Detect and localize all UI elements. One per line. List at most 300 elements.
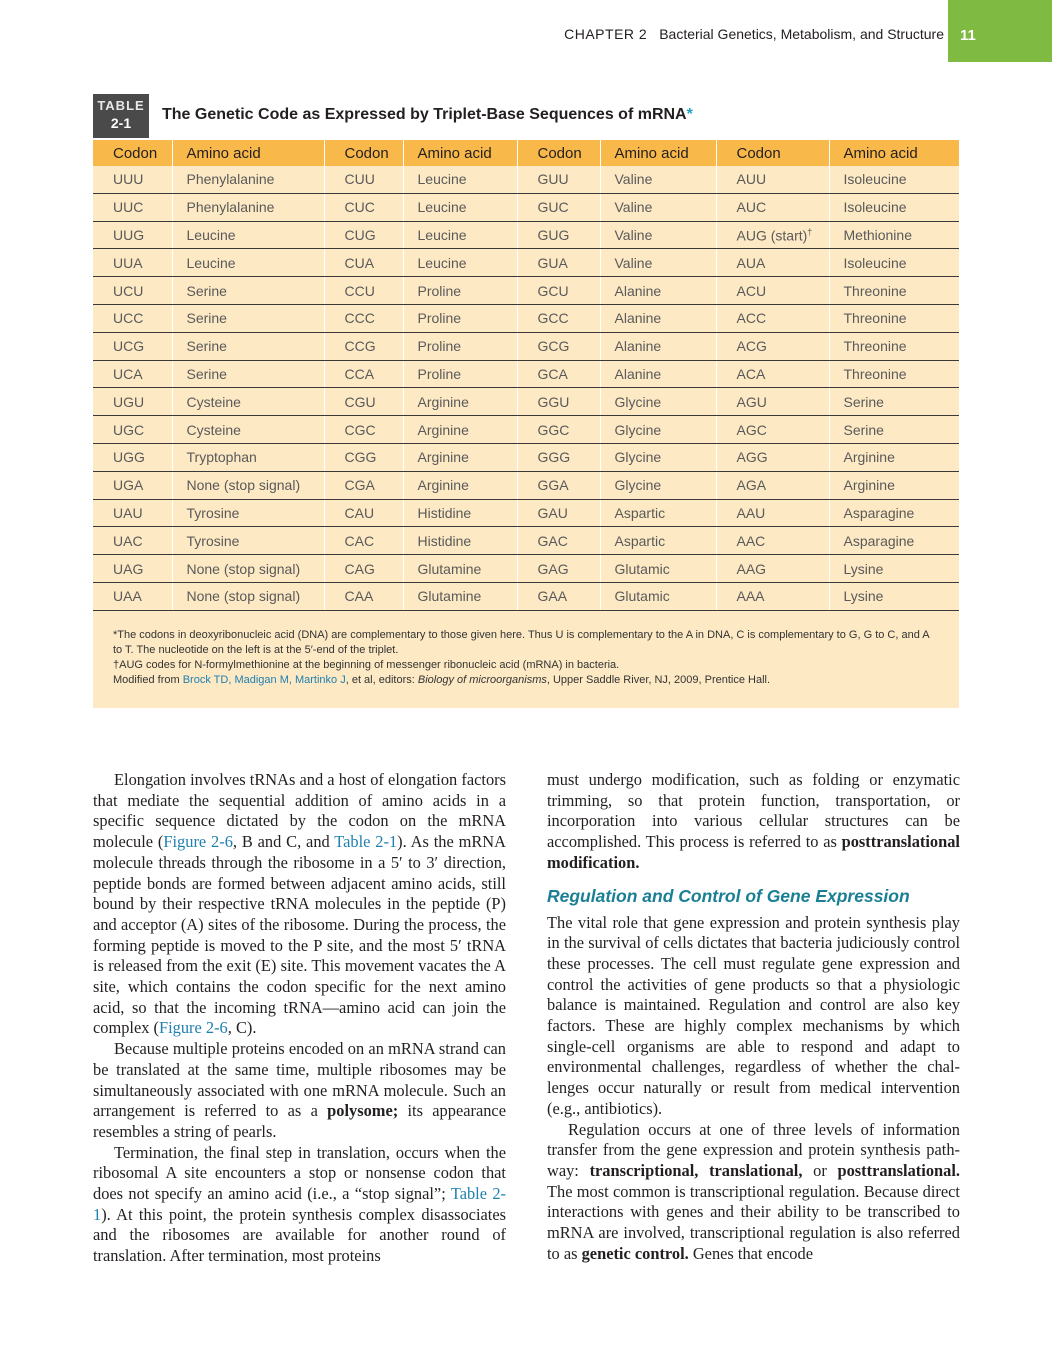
cell-text: Valine [614, 171, 653, 188]
amino-acid-cell [403, 193, 517, 221]
cell-text: Glycine [614, 449, 662, 466]
cell-text: Valine [614, 254, 653, 271]
cell-text: Glycine [614, 477, 662, 494]
cell-text: Serine [843, 421, 884, 438]
table-row [93, 277, 959, 305]
amino-acid-cell [600, 555, 716, 583]
cell-text: GAC [537, 532, 568, 549]
cell-text: GUG [537, 226, 570, 243]
cell-text: Proline [417, 310, 462, 327]
amino-acid-cell [403, 527, 517, 555]
amino-acid-cell [172, 499, 324, 527]
cell-text: Glutamic [614, 588, 670, 605]
amino-acid-cell [600, 166, 716, 193]
cell-text: CGC [344, 421, 376, 438]
cell-text: Histidine [417, 504, 472, 521]
cell-text: Threonine [843, 338, 907, 355]
amino-acid-cell [403, 304, 517, 332]
amino-acid-cell [172, 582, 324, 610]
table-row [93, 304, 959, 332]
term-genetic-control: genetic control. [581, 1243, 689, 1263]
cell-text: Threonine [843, 310, 907, 327]
cell-text: UCU [113, 282, 144, 299]
text-run: ). At this point, the protein synthesis complex disassociates and the ribosomes are available for another round of translation. After termination, most proteins [93, 1204, 506, 1266]
codon-cell [324, 166, 403, 193]
codon-cell [93, 166, 172, 193]
cell-text: UUA [113, 254, 143, 271]
codon-cell [716, 471, 829, 499]
amino-acid-cell [403, 249, 517, 277]
cell-text: Asparagine [843, 532, 915, 549]
cell-text: None (stop signal) [186, 588, 301, 605]
codon-cell [93, 499, 172, 527]
cell-text: None (stop signal) [186, 560, 301, 577]
cell-text: UUU [113, 171, 144, 188]
cell-text: AAG [736, 560, 767, 577]
cell-text: Proline [417, 282, 462, 299]
codon-cell [324, 277, 403, 305]
cell-text: Aspartic [614, 504, 666, 521]
cell-text: UUC [113, 199, 144, 216]
chapter-heading [564, 26, 944, 42]
amino-acid-cell [829, 582, 959, 610]
codon-cell [716, 304, 829, 332]
term-polysome: polysome; [327, 1101, 399, 1121]
codon-cell [93, 249, 172, 277]
cell-text: AAC [736, 532, 766, 549]
text-run: must undergo modification, such as folding or enzymatic trimming, so that protein function, transportation, or incorporation into various cellular structures can be accomplished. This process is referred to as [547, 770, 960, 852]
cell-text: CCC [344, 310, 375, 327]
amino-acid-cell [403, 388, 517, 416]
cell-text: AGC [736, 421, 767, 438]
table-row [93, 249, 959, 277]
cell-text: UAU [113, 504, 143, 521]
amino-acid-cell [172, 527, 324, 555]
cell-text: Cysteine [186, 393, 241, 410]
cell-text: Threonine [843, 282, 907, 299]
amino-acid-cell [172, 416, 324, 444]
table-link[interactable]: Table 2-1 [334, 832, 398, 852]
codon-cell [517, 332, 600, 360]
amino-acid-cell [172, 360, 324, 388]
amino-acid-cell [172, 332, 324, 360]
amino-acid-cell [829, 360, 959, 388]
cell-text: Methionine [843, 226, 912, 243]
table-row [93, 471, 959, 499]
cell-text: CAU [344, 504, 375, 521]
amino-acid-cell [829, 249, 959, 277]
codon-cell [517, 471, 600, 499]
cell-text: AGG [736, 449, 768, 466]
codon-cell [517, 388, 600, 416]
cell-text: Cysteine [186, 421, 241, 438]
cell-text: Arginine [417, 421, 469, 438]
cell-text: UAA [113, 588, 142, 605]
amino-acid-cell [600, 221, 716, 249]
paragraph-polysome [93, 1039, 506, 1143]
codon-cell [93, 443, 172, 471]
cell-text: UCA [113, 365, 143, 382]
cell-text: Alanine [614, 310, 662, 327]
amino-acid-cell [829, 304, 959, 332]
amino-acid-cell [600, 277, 716, 305]
cell-text: UUG [113, 226, 145, 243]
codon-cell [93, 527, 172, 555]
cell-text: Tryptophan [186, 449, 257, 466]
text-run: , C). [227, 1018, 257, 1038]
amino-acid-cell [172, 388, 324, 416]
codon-cell [517, 416, 600, 444]
cell-text: GGU [537, 393, 570, 410]
cell-text: Serine [186, 282, 227, 299]
amino-acid-cell [600, 527, 716, 555]
cell-text: Histidine [417, 532, 472, 549]
cell-text: CCA [344, 365, 375, 382]
text-run: Elongation involves tRNAs and a host of elongation factors that mediate the sequential addition of amino acids in a specific sequence dictated by the codon on the mRNA molecule ( [93, 770, 506, 852]
codon-cell [324, 332, 403, 360]
text-run: , B and C, and [232, 832, 335, 852]
amino-acid-cell [403, 166, 517, 193]
codon-cell [517, 360, 600, 388]
cell-text: Tyrosine [186, 532, 240, 549]
codon-cell [716, 527, 829, 555]
codon-cell [716, 332, 829, 360]
amino-acid-cell [172, 443, 324, 471]
codon-cell [93, 193, 172, 221]
cell-text: GCG [537, 338, 570, 355]
codon-cell [324, 193, 403, 221]
amino-acid-cell [403, 499, 517, 527]
codon-cell [93, 388, 172, 416]
cell-text: Tyrosine [186, 504, 240, 521]
codon-cell [716, 360, 829, 388]
codon-cell [716, 555, 829, 583]
codon-cell [716, 499, 829, 527]
cell-text: Glycine [614, 393, 662, 410]
amino-acid-cell [829, 166, 959, 193]
amino-acid-cell [403, 221, 517, 249]
header-codon: Codon [517, 140, 600, 166]
paragraph-regulation-intro: The vital role that gene expression and protein synthesis play in the survival of cells dictates that bacteria judiciously control these processes. The cell must regulate gene expression and control the activities of gene products so that a physiologic balance is maintained. Regulation and control are also key factors. These are highly complex mechanisms by which single-cell organisms are able to respond and adapt to environmental challenges, regardless of whether the challenges occur naturally or result from medical intervention (e.g., antibiotics). [547, 912, 960, 1118]
header-amino-acid: Amino acid [172, 140, 324, 166]
text-run: or [802, 1160, 838, 1180]
cell-text: Leucine [417, 199, 467, 216]
amino-acid-cell [172, 277, 324, 305]
amino-acid-cell [829, 555, 959, 583]
cell-text: Valine [614, 199, 653, 216]
text-run: ). As the mRNA molecule threads through the ribosome in a 5′ to 3′ direction, peptide bonds are formed between adjacent amino acids, still bound by their respective tRNA molecules in the peptide (P) and acceptor (A) sites of the ribosome. During the process, the forming peptide is moved to the P site, and the most 5′ tRNA is released from the exit (E) site. This movement vacates the A site, which contains the codon specific for the next amino acid, so that the incoming tRNA—amino acid can join the complex ( [93, 832, 506, 1038]
cell-text: GCC [537, 310, 569, 327]
amino-acid-cell [829, 332, 959, 360]
table-footnotes [93, 611, 959, 708]
codon-cell [324, 443, 403, 471]
cell-text: None (stop signal) [186, 477, 301, 494]
header-amino-acid: Amino acid [600, 140, 716, 166]
cell-text: ACG [736, 338, 767, 355]
footnote-aug: †AUG codes for N-formylmethionine at the beginning of messenger ribonucleic acid (mRNA) in bacteria. [113, 659, 620, 671]
table-row [93, 555, 959, 583]
table-source [93, 673, 959, 688]
cell-text: GAG [537, 560, 569, 577]
cell-text: CUG [344, 226, 376, 243]
table-row [93, 388, 959, 416]
cell-text: Isoleucine [843, 171, 907, 188]
source-book: Biology of microorganisms [417, 674, 547, 686]
amino-acid-cell [600, 388, 716, 416]
amino-acid-cell [172, 249, 324, 277]
cell-text: AUA [736, 254, 766, 271]
cell-text: Proline [417, 338, 462, 355]
cell-text: UGU [113, 393, 145, 410]
codon-cell [716, 388, 829, 416]
cell-text: CUU [344, 171, 375, 188]
codon-cell [517, 582, 600, 610]
cell-text: Glutamine [417, 588, 482, 605]
table-tag-number: 2-1 [110, 115, 132, 131]
footnote-codons: *The codons in deoxyribonucleic acid (DNA) are complementary to those given here. Thus U is complementary to the A in DNA, C is complementary to G, G to C, and A to T. The nucleotide on the left is at the 5′-end of the triplet. [113, 629, 930, 656]
amino-acid-cell [600, 360, 716, 388]
codon-cell [517, 443, 600, 471]
figure-link[interactable]: Figure 2-6 [163, 832, 233, 852]
codon-cell [93, 360, 172, 388]
amino-acid-cell [829, 416, 959, 444]
amino-acid-cell [403, 277, 517, 305]
table-tag-word: TABLE [97, 98, 145, 113]
codon-cell [517, 304, 600, 332]
amino-acid-cell [829, 388, 959, 416]
codon-cell [93, 221, 172, 249]
codon-cell [517, 166, 600, 193]
cell-text: AGU [736, 393, 767, 410]
cell-text: GGG [537, 449, 571, 466]
cell-text: Lysine [843, 560, 884, 577]
cell-text: CUA [344, 254, 375, 271]
codon-cell [716, 249, 829, 277]
right-column [547, 770, 960, 1264]
codon-cell [93, 582, 172, 610]
cell-text: Arginine [417, 393, 469, 410]
cell-text: AUC [736, 199, 767, 216]
term-posttranslational-modification: posttranslational modification. [547, 832, 960, 872]
codon-cell [716, 416, 829, 444]
table-row [93, 332, 959, 360]
codon-cell [716, 582, 829, 610]
cell-text: Alanine [614, 365, 662, 382]
cell-text: CGU [344, 393, 376, 410]
amino-acid-cell [172, 166, 324, 193]
codon-cell [93, 277, 172, 305]
cell-text: UAC [113, 532, 143, 549]
text-run: The most common is transcriptional regulation. Because direct interactions with genes and their ability to be transcribed to mRNA are involved, transcriptional regulation is also referred to as [547, 1181, 960, 1263]
cell-text: CUC [344, 199, 375, 216]
text-run: Because multiple proteins encoded on an mRNA strand can be translated at the same time, multiple ribosomes may be simultaneously associated with one mRNA molecule. Such an arrangement is referred to as a [93, 1039, 506, 1121]
paragraph-regulation-levels [547, 1120, 960, 1265]
cell-text: Serine [186, 365, 227, 382]
codon-cell [716, 166, 829, 193]
amino-acid-cell [403, 443, 517, 471]
codon-cell [517, 499, 600, 527]
table-row [93, 527, 959, 555]
table-body [93, 166, 959, 610]
header-codon: Codon [716, 140, 829, 166]
table-tag [93, 94, 149, 138]
cell-text: Leucine [417, 226, 467, 243]
cell-text: Threonine [843, 365, 907, 382]
codon-cell [716, 221, 829, 249]
amino-acid-cell [829, 193, 959, 221]
header-codon: Codon [324, 140, 403, 166]
cell-text: UCC [113, 310, 144, 327]
start-footnote-mark: † [807, 226, 813, 237]
cell-text: Serine [186, 310, 227, 327]
codon-cell [517, 193, 600, 221]
header-amino-acid: Amino acid [403, 140, 517, 166]
amino-acid-cell [600, 249, 716, 277]
cell-text: Arginine [417, 449, 469, 466]
codon-cell [324, 555, 403, 583]
amino-acid-cell [403, 332, 517, 360]
header-codon: Codon [93, 140, 172, 166]
codon-cell [324, 527, 403, 555]
cell-text: CAA [344, 588, 374, 605]
codon-cell [324, 499, 403, 527]
codon-cell [716, 193, 829, 221]
amino-acid-cell [600, 443, 716, 471]
cell-text: CGG [344, 449, 377, 466]
source-end: , Upper Saddle River, NJ, 2009, Prentice Hall. [546, 674, 771, 686]
cell-text: Proline [417, 365, 462, 382]
codon-cell [324, 221, 403, 249]
amino-acid-cell [403, 416, 517, 444]
page-number-tab [948, 0, 1052, 62]
term-levels: transcriptional, translational, [589, 1160, 803, 1180]
cell-text: Asparagine [843, 504, 915, 521]
table-row [93, 193, 959, 221]
header-amino-acid: Amino acid [829, 140, 959, 166]
cell-text: ACA [736, 365, 766, 382]
running-header [0, 0, 1052, 62]
cell-text: GUC [537, 199, 569, 216]
amino-acid-cell [403, 360, 517, 388]
paragraph-termination [93, 1143, 506, 1267]
cell-text: Glycine [614, 421, 662, 438]
cell-text: Arginine [843, 449, 895, 466]
table-header-row [93, 140, 959, 166]
cell-text: ACU [736, 282, 767, 299]
cell-text: Phenylalanine [186, 171, 275, 188]
codon-cell [517, 221, 600, 249]
amino-acid-cell [600, 304, 716, 332]
cell-text: Glutamine [417, 560, 482, 577]
table-title-text: The Genetic Code as Expressed by Triplet-Base Sequences of mRNA [162, 106, 687, 123]
table-title [162, 106, 693, 124]
paragraph-modification [547, 770, 960, 874]
amino-acid-cell [600, 582, 716, 610]
cell-text: GAA [537, 588, 568, 605]
amino-acid-cell [600, 499, 716, 527]
source-authors-link[interactable]: Brock TD, Madigan M, Martinko J [182, 674, 346, 686]
table-row [93, 166, 959, 193]
cell-text: GCU [537, 282, 569, 299]
source-prefix: Modified from [113, 674, 183, 686]
cell-text: AUG (start) [736, 227, 808, 244]
amino-acid-cell [829, 443, 959, 471]
figure-link[interactable]: Figure 2-6 [159, 1018, 228, 1038]
cell-text: Alanine [614, 282, 662, 299]
cell-text: UAG [113, 560, 144, 577]
codon-cell [324, 582, 403, 610]
codon-cell [93, 332, 172, 360]
cell-text: GUA [537, 254, 568, 271]
amino-acid-cell [829, 527, 959, 555]
cell-text: Arginine [417, 477, 469, 494]
table-row [93, 416, 959, 444]
cell-text: Isoleucine [843, 254, 907, 271]
cell-text: CAG [344, 560, 375, 577]
text-run: Genes that encode [688, 1243, 813, 1263]
section-heading: Regulation and Control of Gene Expression [547, 885, 910, 906]
cell-text: UGG [113, 449, 145, 466]
cell-text: GGA [537, 477, 569, 494]
cell-text: Glutamic [614, 560, 670, 577]
cell-text: Arginine [843, 477, 895, 494]
cell-text: Leucine [186, 254, 236, 271]
chapter-number: CHAPTER 2 [564, 26, 648, 42]
table-row [93, 221, 959, 249]
cell-text: CCU [344, 282, 375, 299]
codon-cell [716, 277, 829, 305]
text-run: Termination, the final step in translation, occurs when the ribosomal A site encounters a stop or nonsense codon that does not specify an amino acid (i.e., a “stop signal”; [93, 1142, 506, 1204]
cell-text: CAC [344, 532, 375, 549]
amino-acid-cell [172, 555, 324, 583]
cell-text: Phenylalanine [186, 199, 275, 216]
codon-cell [517, 249, 600, 277]
term-posttranslational: posttranslational. [837, 1160, 960, 1180]
codon-cell [324, 416, 403, 444]
cell-text: GGC [537, 421, 570, 438]
table-link[interactable]: Table 2-1 [93, 1184, 507, 1224]
codon-cell [517, 527, 600, 555]
paragraph-elongation [93, 770, 506, 1039]
cell-text: Lysine [843, 588, 884, 605]
genetic-code-table [93, 140, 959, 611]
cell-text: Leucine [417, 254, 467, 271]
cell-text: Valine [614, 226, 653, 243]
chapter-title: Bacterial Genetics, Metabolism, and Structure [659, 26, 944, 42]
codon-cell [324, 249, 403, 277]
cell-text: CCG [344, 338, 376, 355]
cell-text: Alanine [614, 338, 662, 355]
amino-acid-cell [600, 332, 716, 360]
codon-cell [324, 471, 403, 499]
amino-acid-cell [829, 499, 959, 527]
cell-text: GCA [537, 365, 568, 382]
codon-cell [324, 304, 403, 332]
cell-text: Leucine [186, 226, 236, 243]
cell-text: GAU [537, 504, 568, 521]
amino-acid-cell [403, 555, 517, 583]
cell-text: CGA [344, 477, 375, 494]
codon-cell [93, 471, 172, 499]
cell-text: Isoleucine [843, 199, 907, 216]
amino-acid-cell [172, 304, 324, 332]
amino-acid-cell [403, 471, 517, 499]
cell-text: ACC [736, 310, 767, 327]
cell-text: UGC [113, 421, 145, 438]
table-row [93, 360, 959, 388]
cell-text: AUU [736, 171, 767, 188]
codon-cell [93, 304, 172, 332]
